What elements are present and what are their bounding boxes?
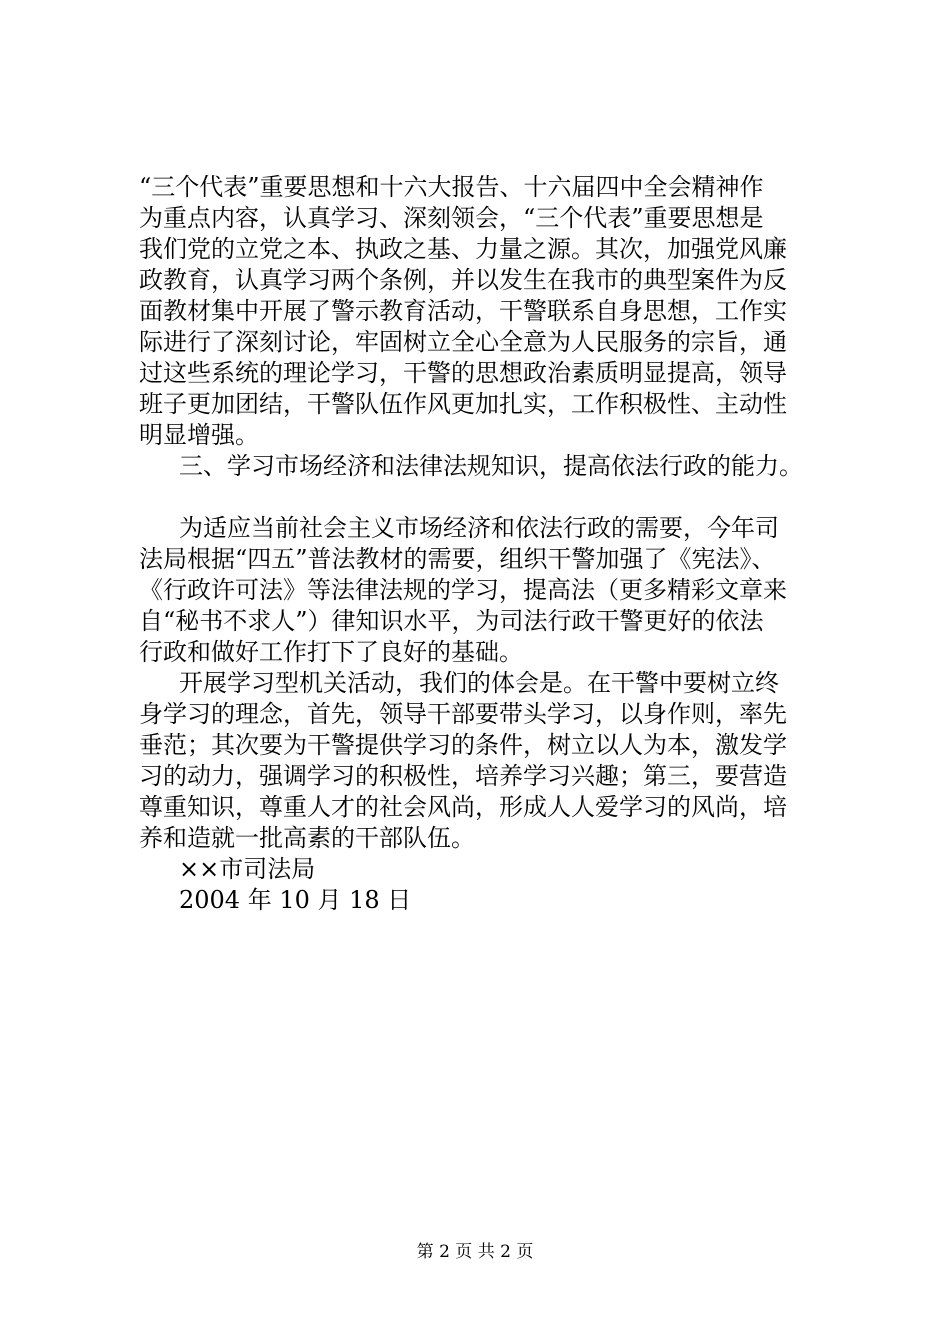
section-heading: 三、学习市场经济和法律法规知识，提高依法行政的能力。 [179,452,803,480]
paragraph-gap [139,482,839,513]
text-line: 习的动力，强调学习的积极性，培养学习兴趣；第三，要营造 [139,762,787,790]
page-footer [0,1240,950,1264]
text-line: 过这些系统的理论学习，干警的思想政治素质明显提高，领导 [139,359,787,387]
text-line: 法局根据“四五”普法教材的需要，组织干警加强了《宪法》、 [139,545,776,573]
text-line: 垂范；其次要为干警提供学习的条件，树立以人为本，激发学 [139,731,787,759]
text-line: 身学习的理念，首先，领导干部要带头学习，以身作则，率先 [139,700,787,728]
text-line: 班子更加团结，干警队伍作风更加扎实，工作积极性、主动性 [139,390,787,418]
text-line: 自“秘书不求人”）律知识水平，为司法行政干警更好的依法 [139,607,764,635]
text-line: 明显增强。 [139,421,259,449]
text-line: 开展学习型机关活动，我们的体会是。在干警中要树立终 [179,669,779,697]
text-line: 《行政许可法》等法律法规的学习，提高法（更多精彩文章来 [139,576,787,604]
text-line: 养和造就一批高素的干部队伍。 [139,824,475,852]
text-line: 政教育，认真学习两个条例，并以发生在我市的典型案件为反 [139,266,787,294]
text-line: 为适应当前社会主义市场经济和依法行政的需要，今年司 [179,514,779,542]
page-number-label: 第 2 页 共 2 页 [416,1242,534,1262]
text-line: 我们党的立党之本、执政之基、力量之源。其次，加强党风廉 [139,235,787,263]
signature-organization: ××市司法局 [179,855,316,883]
text-line: “三个代表”重要思想和十六大报告、十六届四中全会精神作 [139,173,764,201]
text-line: 际进行了深刻讨论，牢固树立全心全意为人民服务的宗旨，通 [139,328,787,356]
text-line: 为重点内容，认真学习、深刻领会，“三个代表”重要思想是 [139,204,764,232]
text-line: 行政和做好工作打下了良好的基础。 [139,638,523,666]
document-body [139,172,839,916]
signature-date: 2004 年 10 月 18 日 [179,886,412,914]
text-line: 面教材集中开展了警示教育活动，干警联系自身思想，工作实 [139,297,787,325]
text-line: 尊重知识，尊重人才的社会风尚，形成人人爱学习的风尚，培 [139,793,787,821]
